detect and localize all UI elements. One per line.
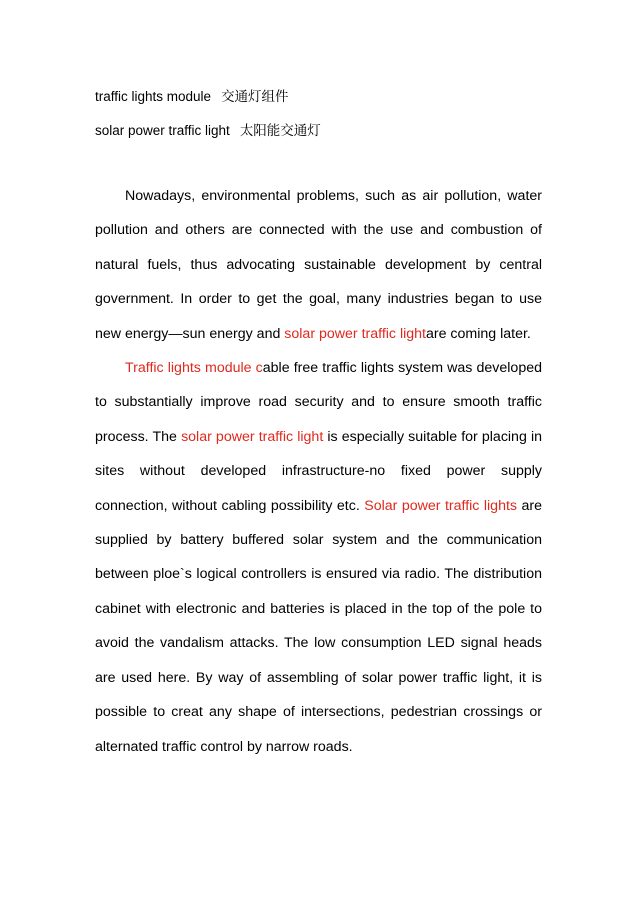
highlight-keyword: solar power traffic light (181, 428, 324, 445)
article-body (95, 179, 542, 764)
keyword-line-1 (95, 89, 289, 105)
keyword-english: traffic lights module (95, 89, 212, 104)
highlight-keyword: Solar power traffic lights (364, 497, 518, 514)
keyword-chinese: 太阳能交通灯 (239, 123, 321, 138)
text-segment: are coming later. (425, 325, 531, 342)
highlight-keyword: Traffic lights module c (125, 360, 263, 377)
paragraph-details (95, 351, 542, 764)
text-segment: are supplied by battery buffered solar system and the communication between ploe`s logical controllers is ensured via radio. The distribution cabinet with electronic and batteries is placed in the top of the pole to avoid the vandalism attacks. The low consumption LED signal heads are used here. By way of assembling of solar power traffic light, it is possible to creat any shape of intersections, pedestrian crossings or alternated traffic control by narrow roads. (95, 497, 543, 755)
keyword-line-2 (95, 123, 321, 139)
highlight-keyword: solar power traffic light (284, 325, 426, 342)
keyword-chinese: 交通灯组件 (221, 89, 289, 104)
keyword-english: solar power traffic light (95, 123, 230, 138)
paragraph-intro (95, 179, 542, 351)
text-segment: able free traffic lights system was developed to substantially improve road security and to ensure smooth traffic process. The (95, 360, 542, 445)
text-segment: is especially suitable for placing in sites without developed infrastructure-no fixed power supply connection, without cabling possibility etc. (95, 428, 543, 514)
text-segment: Nowadays, environmental problems, such as air pollution, water pollution and others are connected with the use and combustion of natural fuels, thus advocating sustainable development by central government. In order to get the goal, many industries began to use new energy—sun energy and (95, 188, 542, 342)
